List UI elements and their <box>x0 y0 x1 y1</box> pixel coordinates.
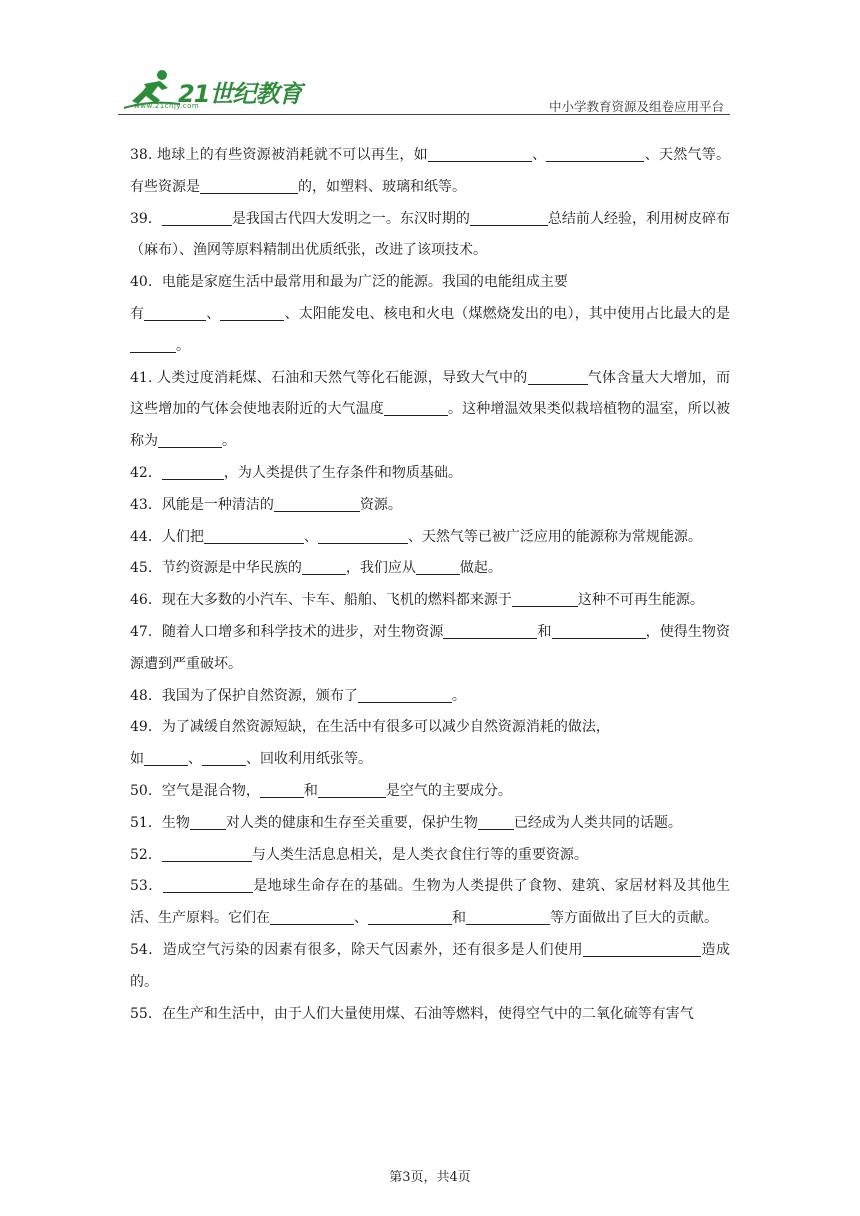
answer-blank[interactable] <box>270 908 354 925</box>
question-39: 39． 是我国古代四大发明之一。东汉时期的 总结前人经验，利用树皮碎布（麻布）、渔网等原料精制出优质纸张，改进了该项技术。 <box>130 210 730 259</box>
answer-blank[interactable] <box>190 813 226 830</box>
answer-blank[interactable] <box>552 622 646 639</box>
answer-blank[interactable] <box>162 463 224 480</box>
question-54: 54．造成空气污染的因素有很多，除天气因素外，还有很多是人们使用 造成的。 <box>130 941 730 990</box>
answer-blank[interactable] <box>470 209 548 226</box>
answer-blank[interactable] <box>318 527 408 544</box>
answer-blank[interactable] <box>144 304 206 321</box>
answer-blank[interactable] <box>220 304 284 321</box>
answer-blank[interactable] <box>443 622 537 639</box>
answer-blank[interactable] <box>318 781 386 798</box>
answer-blank[interactable] <box>416 558 460 575</box>
question-50: 50．空气是混合物， 和 是空气的主要成分。 <box>130 782 512 799</box>
answer-blank[interactable] <box>162 209 232 226</box>
page-footer: 第3页，共4页 <box>389 1170 471 1185</box>
question-51: 51．生物 对人类的健康和生存至关重要，保护生物 已经成为人类共同的话题。 <box>130 814 682 831</box>
answer-blank[interactable] <box>512 590 578 607</box>
answer-blank[interactable] <box>130 336 176 353</box>
question-42: 42． ，为人类提供了生存条件和物质基础。 <box>130 464 462 481</box>
question-55: 55．在生产和生活中，由于人们大量使用煤、石油等燃料，使得空气中的二氧化硫等有害气 <box>130 1005 694 1022</box>
question-40: 40．电能是家庭生活中最常用和最为广泛的能源。我国的电能组成主要 有 、 、太阳能发电、核电和火电（煤燃烧发出的电），其中使用占比最大的是。 <box>130 274 731 354</box>
question-44: 44．人们把 、 、天然气等已被广泛应用的能源称为常规能源。 <box>130 528 702 545</box>
answer-blank[interactable] <box>358 686 452 703</box>
answer-blank[interactable] <box>302 558 346 575</box>
answer-blank[interactable] <box>384 399 448 416</box>
question-52: 52． 与人类生活息息相关，是人类衣食住行等的重要资源。 <box>130 846 588 863</box>
page-header <box>118 66 730 114</box>
logo-text: 21世纪教育 <box>178 80 302 108</box>
answer-blank[interactable] <box>163 876 253 893</box>
answer-blank[interactable] <box>162 845 252 862</box>
question-41: 41. 人类过度消耗煤、石油和天然气等化石能源，导致大气中的 气体含量大大增加，而这些增加的气体会使地表附近的大气温度 。这种增温效果类似栽培植物的温室，所以被称为 。 <box>130 369 731 450</box>
question-49: 49．为了减缓自然资源短缺，在生活中有很多可以减少自然资源消耗的做法， 如 、 、回收利用纸张等。 <box>130 719 610 768</box>
answer-blank[interactable] <box>204 527 304 544</box>
answer-blank[interactable] <box>144 749 188 766</box>
answer-blank[interactable] <box>274 495 360 512</box>
logo <box>122 66 302 112</box>
question-46: 46．现在大多数的小汽车、卡车、船舶、飞机的燃料都来源于 这种不可再生能源。 <box>130 592 704 609</box>
answer-blank[interactable] <box>202 749 246 766</box>
question-list <box>130 140 730 1030</box>
answer-blank[interactable] <box>583 940 701 957</box>
question-53: 53． 是地球生命存在的基础。生物为人类提供了食物、建筑、家居材料及其他生活、生产原料。它们在 、 和 等方面做出了巨大的贡献。 <box>130 878 730 927</box>
answer-blank[interactable] <box>158 431 222 448</box>
question-48: 48．我国为了保护自然资源，颁布了 。 <box>130 687 466 704</box>
answer-blank[interactable] <box>478 813 514 830</box>
question-45: 45．节约资源是中华民族的 ，我们应从 做起。 <box>130 560 502 577</box>
answer-blank[interactable] <box>260 781 304 798</box>
question-38: 38. 地球上的有些资源被消耗就不可以再生，如 、 、天然气等。有些资源是 的，如塑料、玻璃和纸等。 <box>130 147 731 195</box>
header-divider <box>118 114 730 115</box>
answer-blank[interactable] <box>428 145 532 162</box>
logo-url: www.21cnjy.com <box>134 102 200 110</box>
answer-blank[interactable] <box>546 145 644 162</box>
question-47: 47．随着人口增多和科学技术的进步，对生物资源 和 ，使得生物资源遭到严重破坏。 <box>130 623 730 672</box>
platform-name: 中小学教育资源及组卷应用平台 <box>548 99 724 114</box>
answer-blank[interactable] <box>200 177 298 194</box>
question-43: 43．风能是一种清洁的 资源。 <box>130 496 402 513</box>
answer-blank[interactable] <box>368 908 452 925</box>
answer-blank[interactable] <box>528 368 588 385</box>
answer-blank[interactable] <box>466 908 550 925</box>
